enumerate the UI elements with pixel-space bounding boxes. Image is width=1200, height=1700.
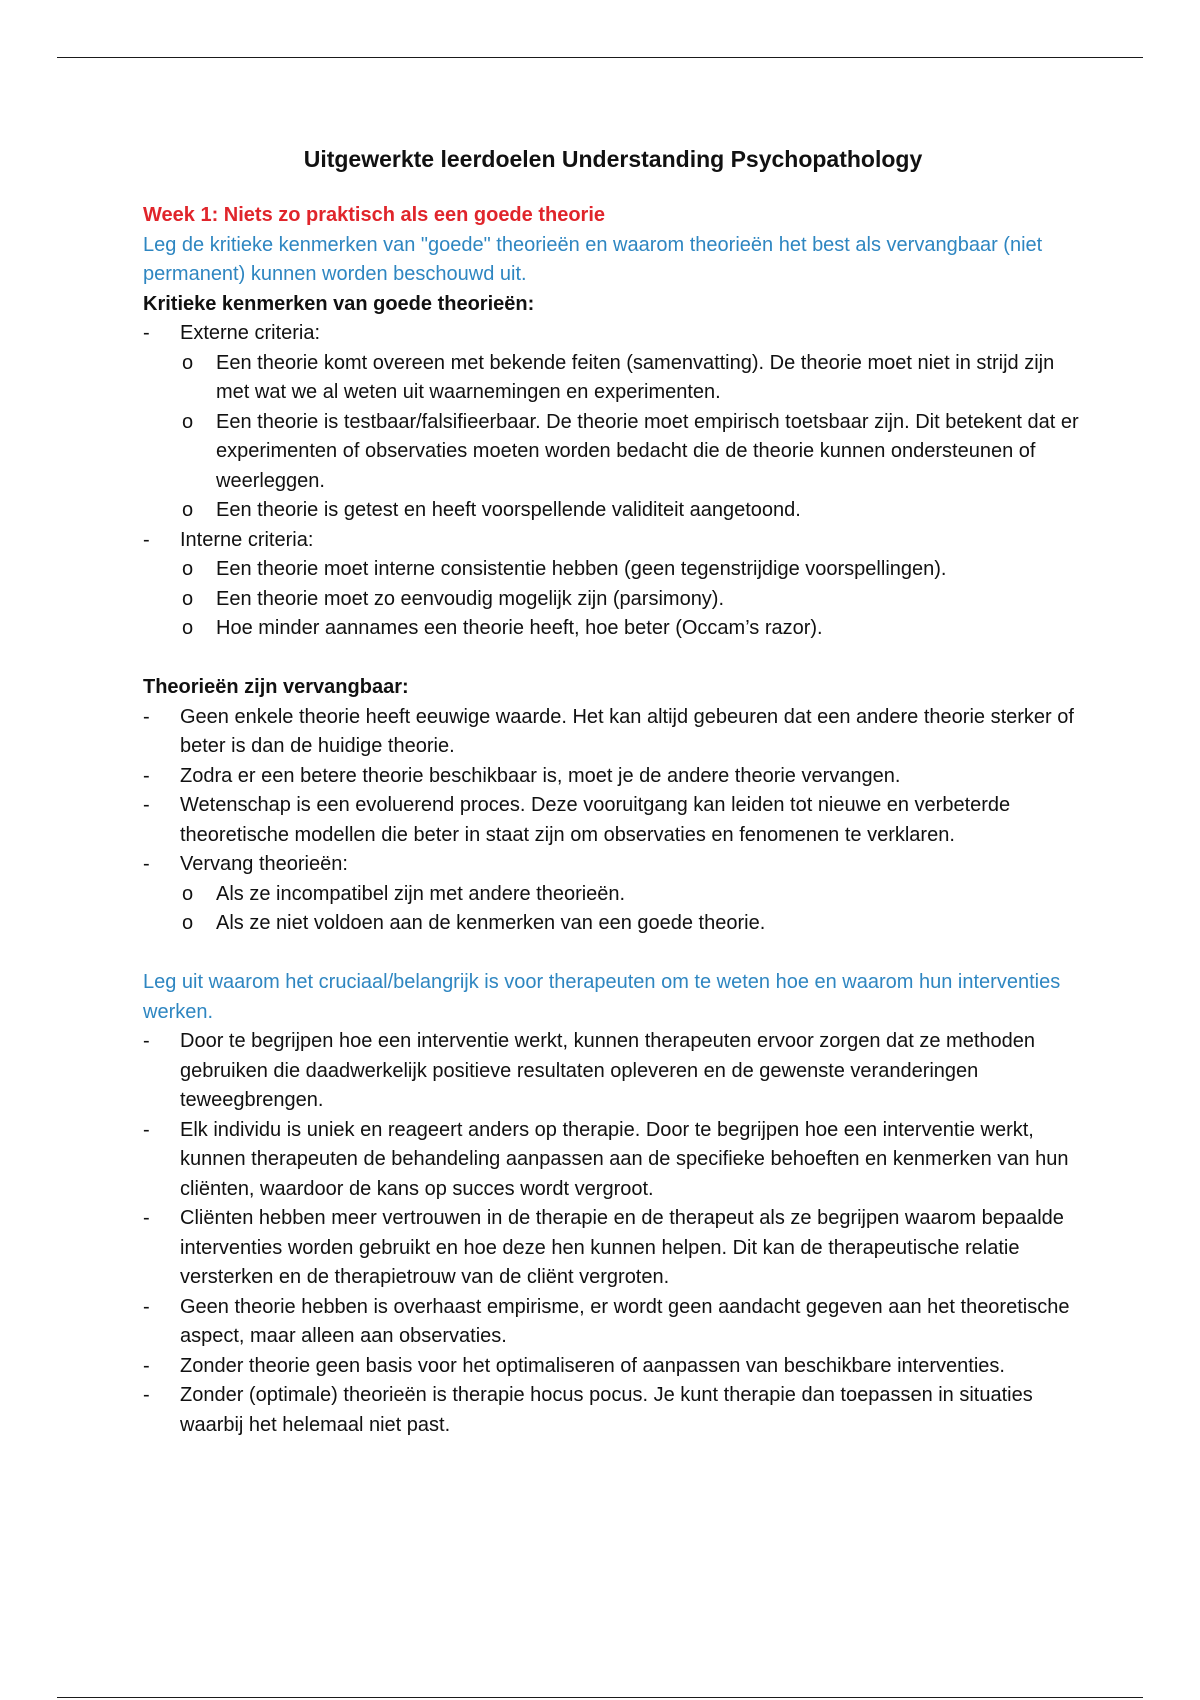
sub-list-item (180, 349, 1083, 408)
sub-list-item-text: Een theorie is getest en heeft voorspellende validiteit aangetoond. (216, 499, 801, 521)
list-item-text: Cliënten hebben meer vertrouwen in de therapie en de therapeut als ze begrijpen waarom bepaalde interventies worden gebruikt en hoe deze hen kunnen helpen. Dit kan de therapeutische relatie versterken en de therapietrouw van de cliënt vergroten. (180, 1207, 1064, 1288)
sub-list-item-text: Een theorie moet interne consistentie hebben (geen tegenstrijdige voorspellingen). (216, 558, 947, 580)
list-item (143, 1381, 1083, 1440)
sub-list-item (180, 614, 1083, 644)
sub-list (180, 555, 1083, 644)
section-heading-replaceable: Theorieën zijn vervangbaar: (143, 676, 409, 698)
circle-bullet: o (182, 351, 194, 374)
list-item-text: Geen enkele theorie heeft eeuwige waarde. Het kan altijd gebeuren dat een andere theorie sterker of beter is dan de huidige theorie. (180, 705, 1074, 757)
list-item-text: Zonder theorie geen basis voor het optimaliseren of aanpassen van beschikbare interventies. (180, 1354, 1005, 1377)
sub-list-item (180, 496, 1083, 526)
learning-objective-1: Leg de kritieke kenmerken van "goede" theorieën en waarom theorieën het best als vervangbaar (niet permanent) kunnen worden beschouwd uit. (143, 233, 1043, 285)
list-item-text: Zonder (optimale) theorieën is therapie hocus pocus. Je kunt therapie dan toepassen in situaties waarbij het helemaal niet past. (180, 1384, 1033, 1436)
circle-bullet: o (182, 499, 194, 521)
list-item (143, 1293, 1083, 1352)
replaceable-list (143, 703, 1083, 939)
dash-bullet: - (143, 705, 150, 728)
dash-bullet: - (143, 1207, 150, 1229)
circle-bullet: o (182, 587, 194, 610)
list-item-text: Zodra er een betere theorie beschikbaar is, moet je de andere theorie vervangen. (180, 764, 901, 787)
sub-list-item-text: Hoe minder aannames een theorie heeft, hoe beter (Occam’s razor). (216, 617, 823, 639)
circle-bullet: o (182, 558, 194, 580)
list-item (143, 762, 1083, 792)
list-item (143, 1204, 1083, 1293)
header-rule (57, 57, 1143, 58)
list-item-text: Externe criteria: (180, 322, 321, 344)
list-item-text: Geen theorie hebben is overhaast empirisme, er wordt geen aandacht gegeven aan het theoretische aspect, maar alleen aan observaties. (180, 1295, 1070, 1347)
paragraph-gap (143, 939, 1083, 969)
sub-list (180, 880, 1083, 939)
dash-bullet: - (143, 764, 150, 787)
dash-bullet: - (143, 794, 150, 816)
dash-bullet: - (143, 528, 150, 551)
dash-bullet: - (143, 853, 150, 875)
list-item (143, 850, 1083, 939)
dash-bullet: - (143, 1354, 150, 1377)
circle-bullet: o (182, 912, 194, 934)
dash-bullet: - (143, 1030, 150, 1052)
document-title: Uitgewerkte leerdoelen Understanding Psychopathology (303, 146, 923, 172)
sub-list-item-text: Een theorie moet zo eenvoudig mogelijk zijn (parsimony). (216, 587, 725, 610)
sub-list (180, 349, 1083, 526)
list-item (143, 791, 1083, 850)
dash-bullet: - (143, 1118, 150, 1141)
list-item-text: Vervang theorieën: (180, 853, 348, 875)
sub-list-item-text: Een theorie komt overeen met bekende feiten (samenvatting). De theorie moet niet in strijd zijn met wat we al weten uit waarnemingen en experimenten. (216, 351, 1055, 403)
section-heading-critical-features: Kritieke kenmerken van goede theorieën: (143, 292, 535, 315)
sub-list-item-text: Als ze incompatibel zijn met andere theorieën. (216, 882, 626, 905)
list-item-text: Wetenschap is een evoluerend proces. Deze vooruitgang kan leiden tot nieuwe en verbeterde theoretische modellen die beter in staat zijn om observaties en fenomenen te verklaren. (180, 794, 1011, 846)
dash-bullet: - (143, 322, 150, 344)
list-item (143, 1027, 1083, 1116)
sub-list-item-text: Een theorie is testbaar/falsifieerbaar. De theorie moet empirisch toetsbaar zijn. Dit betekent dat er experimenten of observaties moeten worden bedacht die de theorie kunnen ondersteunen of weerleggen. (216, 410, 1079, 492)
sub-list-item (180, 408, 1083, 497)
list-item (143, 1352, 1083, 1382)
footer-rule (57, 1697, 1143, 1698)
therapist-reasons-list (143, 1027, 1083, 1440)
circle-bullet: o (182, 882, 194, 905)
sub-list-item (180, 909, 1083, 939)
circle-bullet: o (182, 617, 194, 639)
circle-bullet: o (182, 410, 194, 433)
paragraph-gap (143, 644, 1083, 674)
learning-objective-2: Leg uit waarom het cruciaal/belangrijk is voor therapeuten om te weten hoe en waarom hun interventies werken. (143, 971, 1061, 1023)
sub-list-item (180, 880, 1083, 910)
list-item (143, 526, 1083, 644)
list-item (143, 703, 1083, 762)
list-item (143, 319, 1083, 526)
sub-list-item (180, 585, 1083, 615)
dash-bullet: - (143, 1295, 150, 1318)
sub-list-item-text: Als ze niet voldoen aan de kenmerken van een goede theorie. (216, 912, 766, 934)
critical-features-list (143, 319, 1083, 644)
list-item (143, 1116, 1083, 1205)
sub-list-item (180, 555, 1083, 585)
list-item-text: Elk individu is uniek en reageert anders op therapie. Door te begrijpen hoe een interventie werkt, kunnen therapeuten de behandeling aanpassen aan de specifieke behoeften en kenmerken van hun cliënten, waardoor de kans op succes wordt vergroot. (180, 1118, 1069, 1200)
document-body (143, 144, 1083, 1440)
list-item-text: Interne criteria: (180, 528, 314, 551)
list-item-text: Door te begrijpen hoe een interventie werkt, kunnen therapeuten ervoor zorgen dat ze methoden gebruiken die daadwerkelijk positieve resultaten opleveren en de gewenste veranderingen teweegbrengen. (180, 1030, 1035, 1111)
dash-bullet: - (143, 1384, 150, 1406)
week-1-heading: Week 1: Niets zo praktisch als een goede theorie (143, 204, 606, 226)
